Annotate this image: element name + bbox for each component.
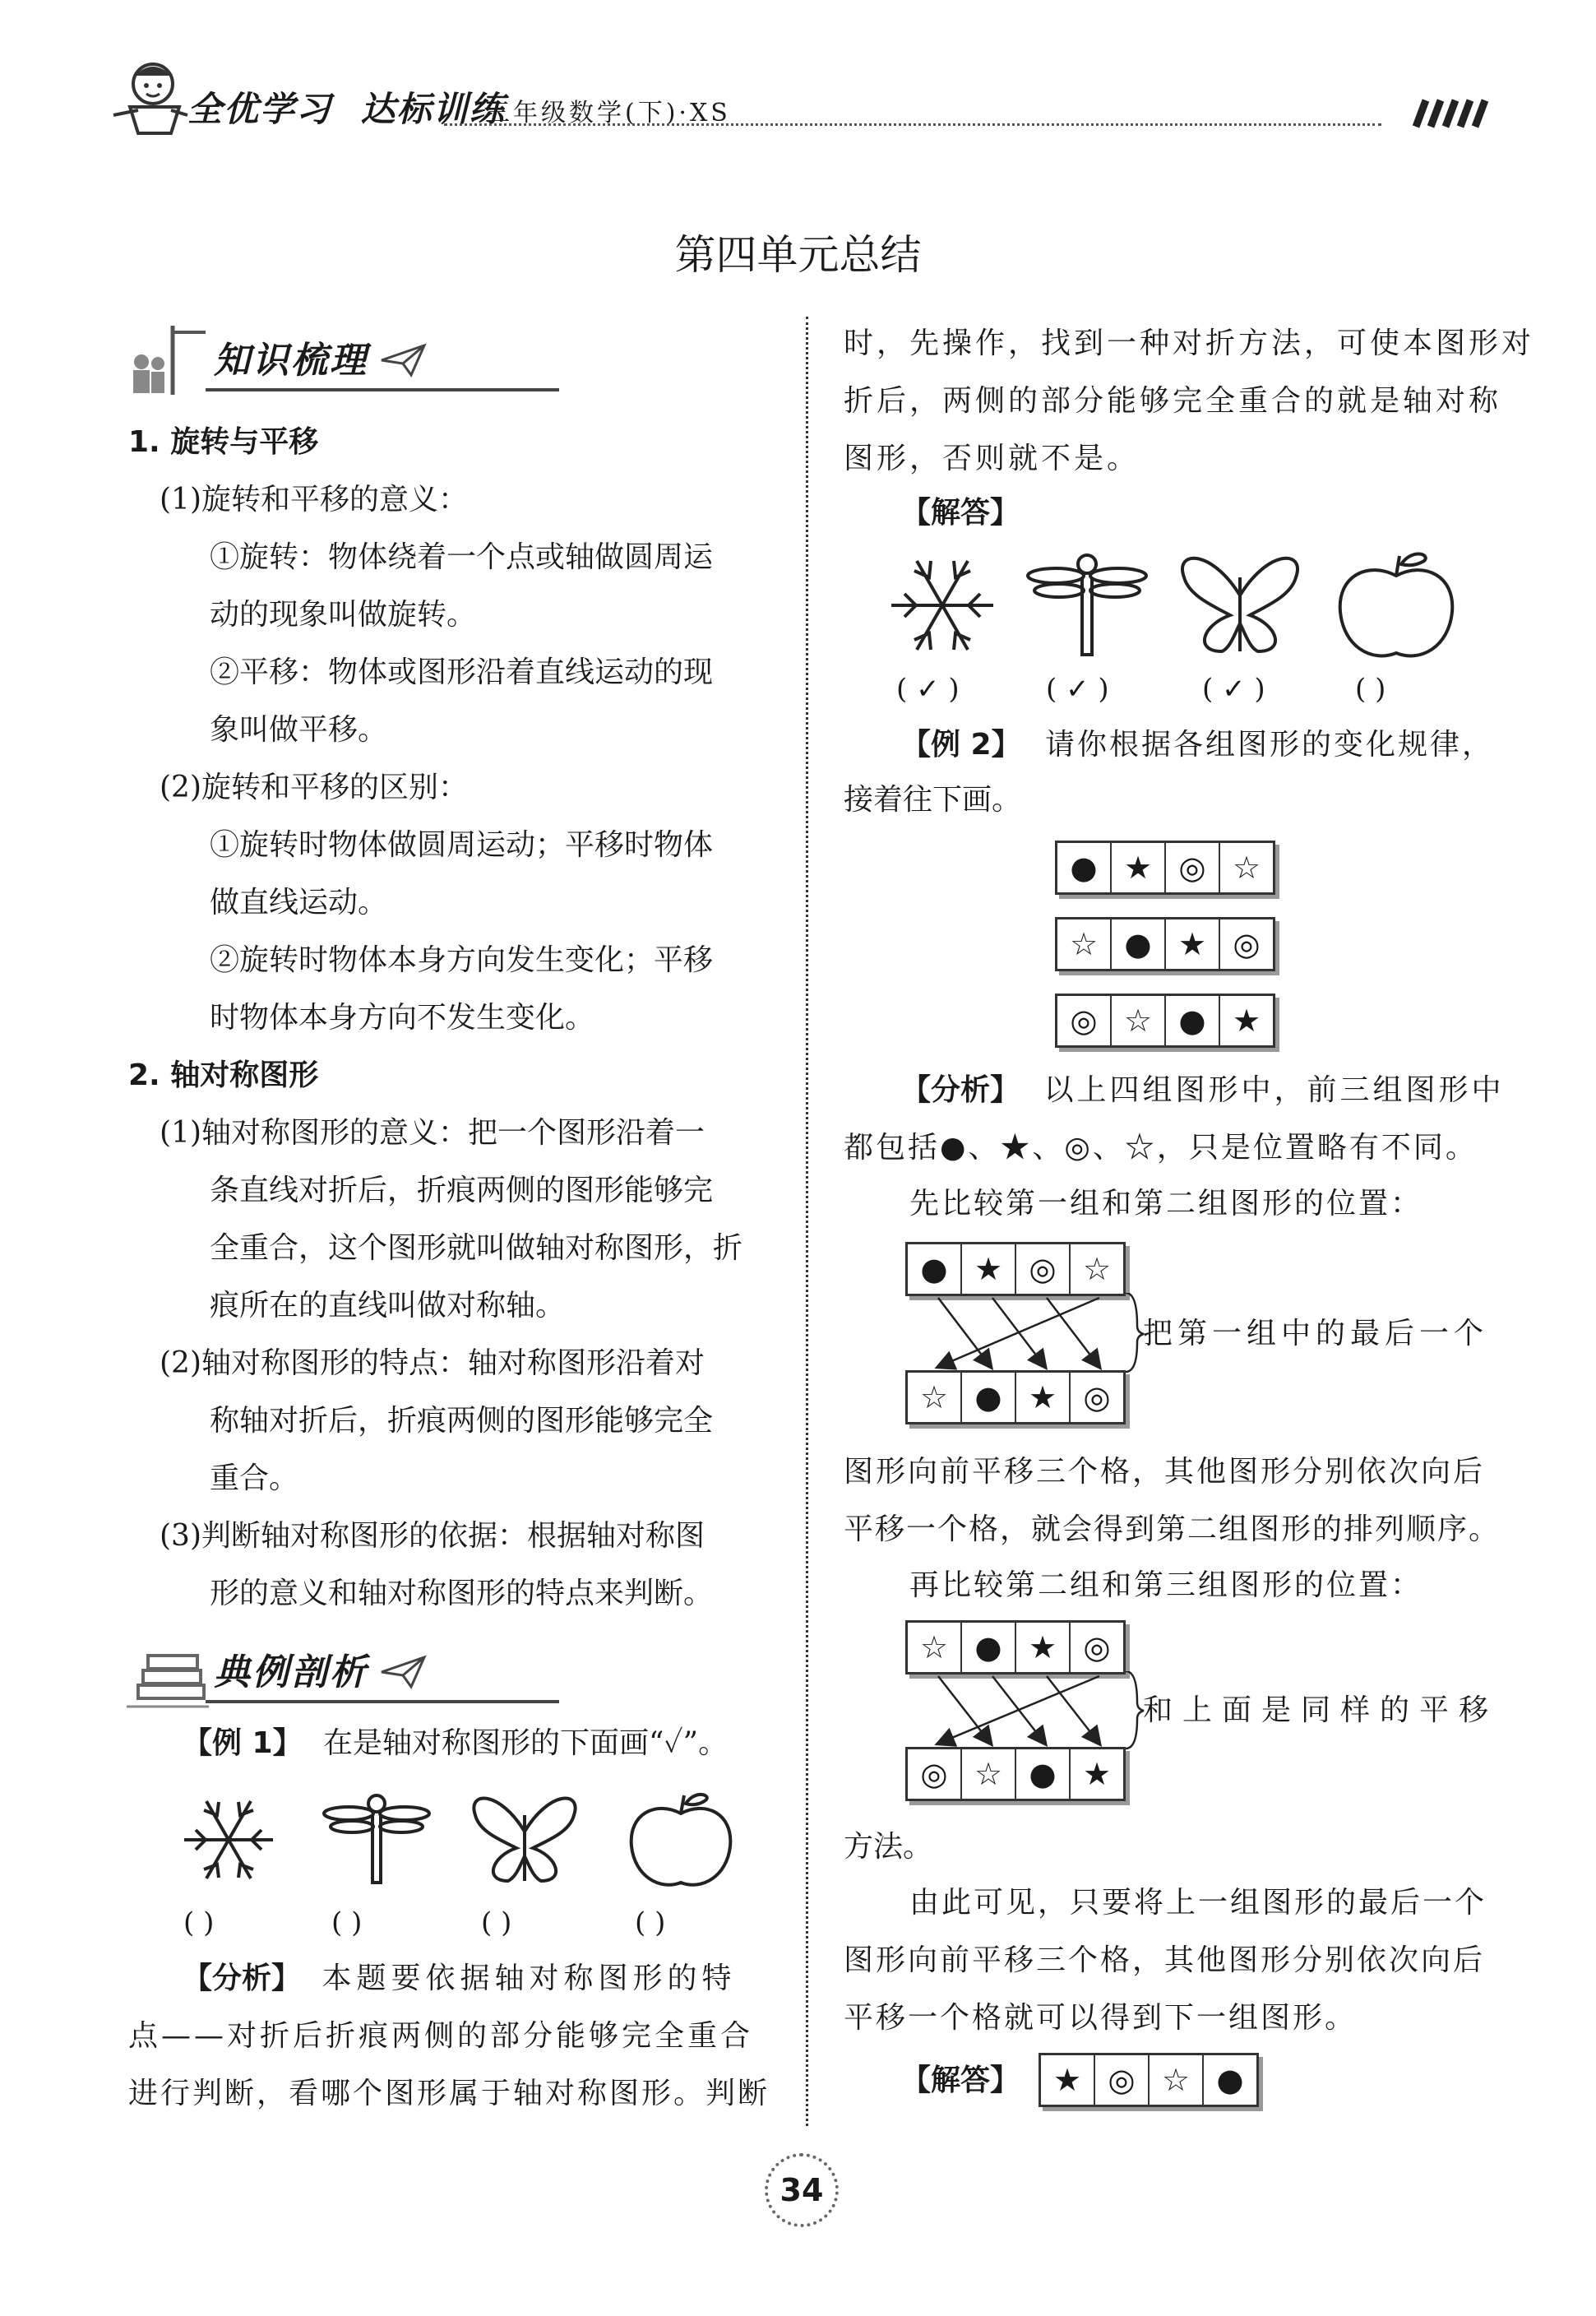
compare2-row-bottom (905, 1747, 1126, 1801)
page-header (0, 0, 1596, 164)
pattern-cell: ☆ (1057, 919, 1112, 969)
text-line: 全重合，这个图形就叫做轴对称图形，折 (210, 1231, 743, 1265)
text-line: 做直线运动。 (210, 886, 388, 919)
text-line: 时，先操作，找到一种对折方法，可使本图形对 (844, 327, 1535, 360)
pattern-cell: ★ (1082, 1756, 1112, 1792)
pattern-cell: ● (1166, 996, 1220, 1045)
compare2-row-top (905, 1620, 1126, 1674)
apple-icon (631, 1795, 731, 1885)
dragonfly-icon (324, 1795, 429, 1883)
pattern-cell: ◎ (1095, 2055, 1150, 2105)
example-tag: 【例 1】 (183, 1726, 303, 1760)
pattern-cell: ☆ (1112, 996, 1166, 1045)
analysis-text: 平移一个格，就会得到第二组图形的排列顺序。 (844, 1512, 1501, 1546)
pattern-cell: ★ (1016, 1373, 1071, 1422)
pattern-cell: ☆ (908, 1373, 962, 1422)
pattern-cell: ☆ (962, 1749, 1016, 1799)
snowflake-icon (891, 561, 993, 650)
text-line: ①旋转时物体做圆周运动；平移时物体 (210, 828, 714, 862)
text-line: (2)轴对称图形的特点：轴对称图形沿着对 (160, 1346, 705, 1380)
answer-tag: 【解答】 (901, 2064, 1020, 2097)
compare1-row-bottom (905, 1370, 1126, 1424)
dragonfly-icon (1028, 555, 1146, 655)
example1-prompt (183, 1726, 729, 1760)
answer1-figures (872, 543, 1464, 666)
pattern-cell: ◎ (908, 1749, 962, 1799)
butterfly-icon (474, 1799, 575, 1881)
answer-check: ( ) (1355, 673, 1386, 706)
butterfly-icon (1182, 558, 1298, 651)
answer-check: ( ✓ ) (1202, 673, 1265, 706)
pattern-cell: ★ (962, 1244, 1016, 1294)
pattern-cell: ★ (1232, 1003, 1261, 1039)
brand-name: 全优学习 (187, 89, 333, 129)
text-line: ②平移：物体或图形沿着直线运动的现 (210, 655, 714, 689)
analysis-text: 都包括●、★、◎、☆，只是位置略有不同。 (844, 1131, 1478, 1165)
text-line: 动的现象叫做旋转。 (210, 598, 477, 632)
pattern-row-3 (1055, 994, 1275, 1048)
pattern-cell: ★ (1016, 1623, 1071, 1672)
pattern-cell: ☆ (1082, 1251, 1112, 1287)
conclusion-text: 图形向前平移三个格，其他图形分别依次向后 (844, 1943, 1486, 1977)
example-tag: 【例 2】 (901, 728, 1021, 762)
pattern-cell: ◎ (1083, 1629, 1111, 1665)
analysis-text: 和上面是同样的平移 (1143, 1693, 1499, 1727)
apple-icon (1340, 554, 1453, 655)
analysis-line (183, 1964, 736, 1994)
header-rule (444, 123, 1381, 126)
example-question: 请你根据各组图形的变化规律， (1045, 728, 1495, 762)
analysis-tag: 【分析】 (183, 1962, 302, 1995)
paper-plane-icon (378, 339, 428, 380)
analysis-text: 先比较第一组和第二组图形的位置： (909, 1187, 1423, 1221)
final-answer-row (1039, 2053, 1259, 2107)
text-line: 条直线对折后，折痕两侧的图形能够完 (210, 1174, 714, 1207)
pattern-cell: ◎ (1233, 926, 1261, 962)
text-line: ①旋转：物体绕着一个点或轴做圆周运 (210, 540, 714, 574)
conclusion-text: 由此可见，只要将上一组图形的最后一个 (909, 1886, 1487, 1920)
section-heading-examples (123, 1633, 436, 1708)
pattern-cell: ● (962, 1373, 1016, 1422)
book-stack-icon (123, 1636, 210, 1708)
pattern-cell: ● (1016, 1749, 1071, 1799)
pattern-row-1 (1055, 841, 1275, 895)
analysis-text: 把第一组中的最后一个 (1143, 1317, 1489, 1350)
compare2-arrows (905, 1671, 1152, 1750)
text-line: 折后，两侧的部分能够完全重合的就是轴对称 (844, 384, 1502, 418)
pattern-cell: ◎ (1057, 996, 1112, 1045)
answer-check: ( ✓ ) (896, 673, 960, 706)
pattern-cell: ● (1216, 2062, 1244, 2098)
text-line: (3)判断轴对称图形的依据：根据轴对称图 (160, 1519, 705, 1553)
pattern-cell: ☆ (1232, 850, 1261, 886)
text-line: (1)旋转和平移的意义： (160, 483, 468, 516)
answer-blank[interactable]: ( ) (635, 1906, 666, 1939)
conclusion-text: 平移一个格就可以得到下一组图形。 (844, 2001, 1358, 2035)
text-line: (2)旋转和平移的区别： (160, 771, 468, 804)
topic-heading: 1. 旋转与平移 (128, 425, 319, 459)
text-line: 称轴对折后，折痕两侧的图形能够完全 (210, 1404, 714, 1438)
student-mascot-icon (105, 58, 196, 140)
pattern-cell: ★ (1166, 919, 1220, 969)
analysis-text: 再比较第二组和第三组图形的位置： (909, 1568, 1423, 1602)
pattern-cell: ◎ (1016, 1244, 1071, 1294)
compare1-arrows (905, 1293, 1152, 1375)
analysis-text: 图形向前平移三个格，其他图形分别依次向后 (844, 1455, 1486, 1489)
page-number: 34 (765, 2153, 839, 2227)
answer-tag: 【解答】 (901, 496, 1020, 530)
paper-plane-icon (378, 1651, 428, 1692)
analysis-text: 点——对折后折痕两侧的部分能够完全重合 (128, 2019, 754, 2053)
text-line: 时物体本身方向不发生变化。 (210, 1001, 595, 1035)
pattern-cell: ◎ (1083, 1379, 1111, 1415)
signpost-icon (123, 321, 210, 396)
hatch-decoration-icon (1411, 97, 1493, 130)
analysis-text: 本题要依据轴对称图形的特 (322, 1962, 737, 1995)
example-question: 在是轴对称图形的下面画“✓”。 (323, 1726, 729, 1760)
pattern-cell: ☆ (1150, 2055, 1204, 2105)
section-heading-knowledge (123, 321, 436, 396)
text-line: (1)轴对称图形的意义：把一个图形沿着一 (160, 1116, 705, 1150)
text-line: 象叫做平移。 (210, 713, 388, 747)
section-heading-text: 知识梳理 (214, 340, 368, 382)
page-title: 第四单元总结 (674, 231, 922, 279)
pattern-cell: ● (908, 1244, 962, 1294)
pattern-cell: ★ (1112, 843, 1166, 892)
pattern-cell: ● (1112, 919, 1166, 969)
analysis-line (901, 1073, 1505, 1107)
analysis-text: 进行判断，看哪个图形属于轴对称图形。判断 (128, 2077, 770, 2110)
snowflake-icon (184, 1801, 273, 1878)
text-line: ②旋转时物体本身方向发生变化；平移 (210, 943, 714, 977)
pattern-row-2 (1055, 917, 1275, 971)
analysis-text: 方法。 (844, 1830, 933, 1864)
section-heading-text: 典例剖析 (214, 1651, 368, 1693)
pattern-cell: ◎ (1166, 843, 1220, 892)
example2-prompt (901, 730, 1494, 760)
text-line: 痕所在的直线叫做对称轴。 (210, 1289, 566, 1322)
pattern-cell: ★ (1041, 2055, 1095, 2105)
analysis-text: 以上四组图形中，前三组图形中 (1043, 1073, 1505, 1107)
text-line: 形的意义和轴对称图形的特点来判断。 (210, 1577, 714, 1610)
heading-underline (206, 1700, 559, 1703)
example1-figures (164, 1789, 756, 1896)
answer-blank[interactable]: ( ) (481, 1906, 512, 1939)
brand-series: 达标训练 (360, 89, 506, 129)
text-line: 图形，否则就不是。 (844, 442, 1140, 475)
topic-heading: 2. 轴对称图形 (128, 1058, 319, 1092)
pattern-cell: ● (962, 1623, 1016, 1672)
answer-blank[interactable]: ( ) (183, 1906, 215, 1939)
brand-subtitle: 三年级数学(下)·XS (485, 99, 731, 127)
compare1-row-top (905, 1242, 1126, 1296)
column-divider (806, 317, 808, 2126)
pattern-cell: ☆ (908, 1623, 962, 1672)
answer-blank[interactable]: ( ) (331, 1906, 363, 1939)
analysis-tag: 【分析】 (901, 1073, 1020, 1107)
answer-check: ( ✓ ) (1046, 673, 1109, 706)
heading-underline (206, 388, 559, 391)
example-question: 接着往下画。 (844, 783, 1022, 817)
text-line: 重合。 (210, 1461, 299, 1495)
pattern-cell: ● (1057, 843, 1112, 892)
